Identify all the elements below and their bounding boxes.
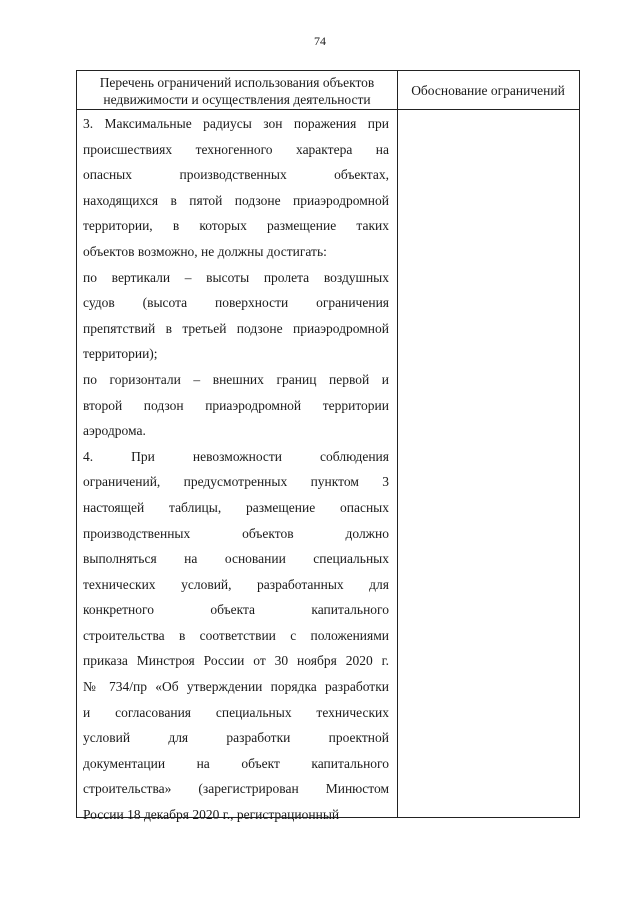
restrictions-cell-text <box>83 111 389 828</box>
text-line: и согласования специальных технических <box>83 704 389 720</box>
text-line: выполняться на основании специальных <box>83 551 389 567</box>
text-line: объектов возможно, не должны достигать: <box>83 243 327 259</box>
text-line: судов (высота поверхности ограничения <box>83 295 389 311</box>
text-line: происшествиях техногенного характера на <box>83 141 389 157</box>
header-restrictions-line: недвижимости и осуществления деятельности <box>103 92 371 107</box>
text-line: по горизонтали – внешних границ первой и <box>83 371 389 387</box>
text-line: приказа Минстроя России от 30 ноября 2020 г. <box>83 653 389 669</box>
text-line: аэродрома. <box>83 423 146 439</box>
header-restrictions-line: Перечень ограничений использования объектов <box>99 75 375 90</box>
text-line: производственных объектов должно <box>83 525 389 541</box>
text-line: технических условий, разработанных для <box>83 576 389 592</box>
text-line: 3. Максимальные радиусы зон поражения при <box>83 116 389 131</box>
header-justification: Обоснование ограничений <box>411 82 565 98</box>
text-line: строительства» (зарегистрирован Минюстом <box>83 781 389 797</box>
page-number: 74 <box>314 34 326 48</box>
text-line: России 18 декабря 2020 г., регистрационный <box>83 807 340 823</box>
header-restrictions-list <box>77 71 397 109</box>
text-line: второй подзон приаэродромной территории <box>83 397 389 413</box>
text-line: конкретного объекта капитального <box>83 602 389 618</box>
text-line: опасных производственных объектах, <box>83 167 389 183</box>
restrictions-table <box>76 70 580 823</box>
text-line: документации на объект капитального <box>83 755 389 771</box>
text-line: территории); <box>83 346 158 362</box>
text-line: ограничений, предусмотренных пунктом 3 <box>83 474 389 490</box>
column-divider <box>397 71 398 817</box>
text-line: по вертикали – высоты пролета воздушных <box>83 269 389 285</box>
text-line: настоящей таблицы, размещение опасных <box>83 499 389 515</box>
text-line: строительства в соответствии с положениями <box>83 627 389 643</box>
header-divider <box>77 109 579 110</box>
text-line: условий для разработки проектной <box>83 730 389 746</box>
text-line: 4. При невозможности соблюдения <box>83 448 389 464</box>
text-line: территории, в которых размещение таких <box>83 218 389 234</box>
text-line: № 734/пр «Об утверждении порядка разработки <box>83 679 389 695</box>
text-line: находящихся в пятой подзоне приаэродромной <box>83 192 389 208</box>
text-line: препятствий в третьей подзоне приаэродромной <box>83 320 389 336</box>
